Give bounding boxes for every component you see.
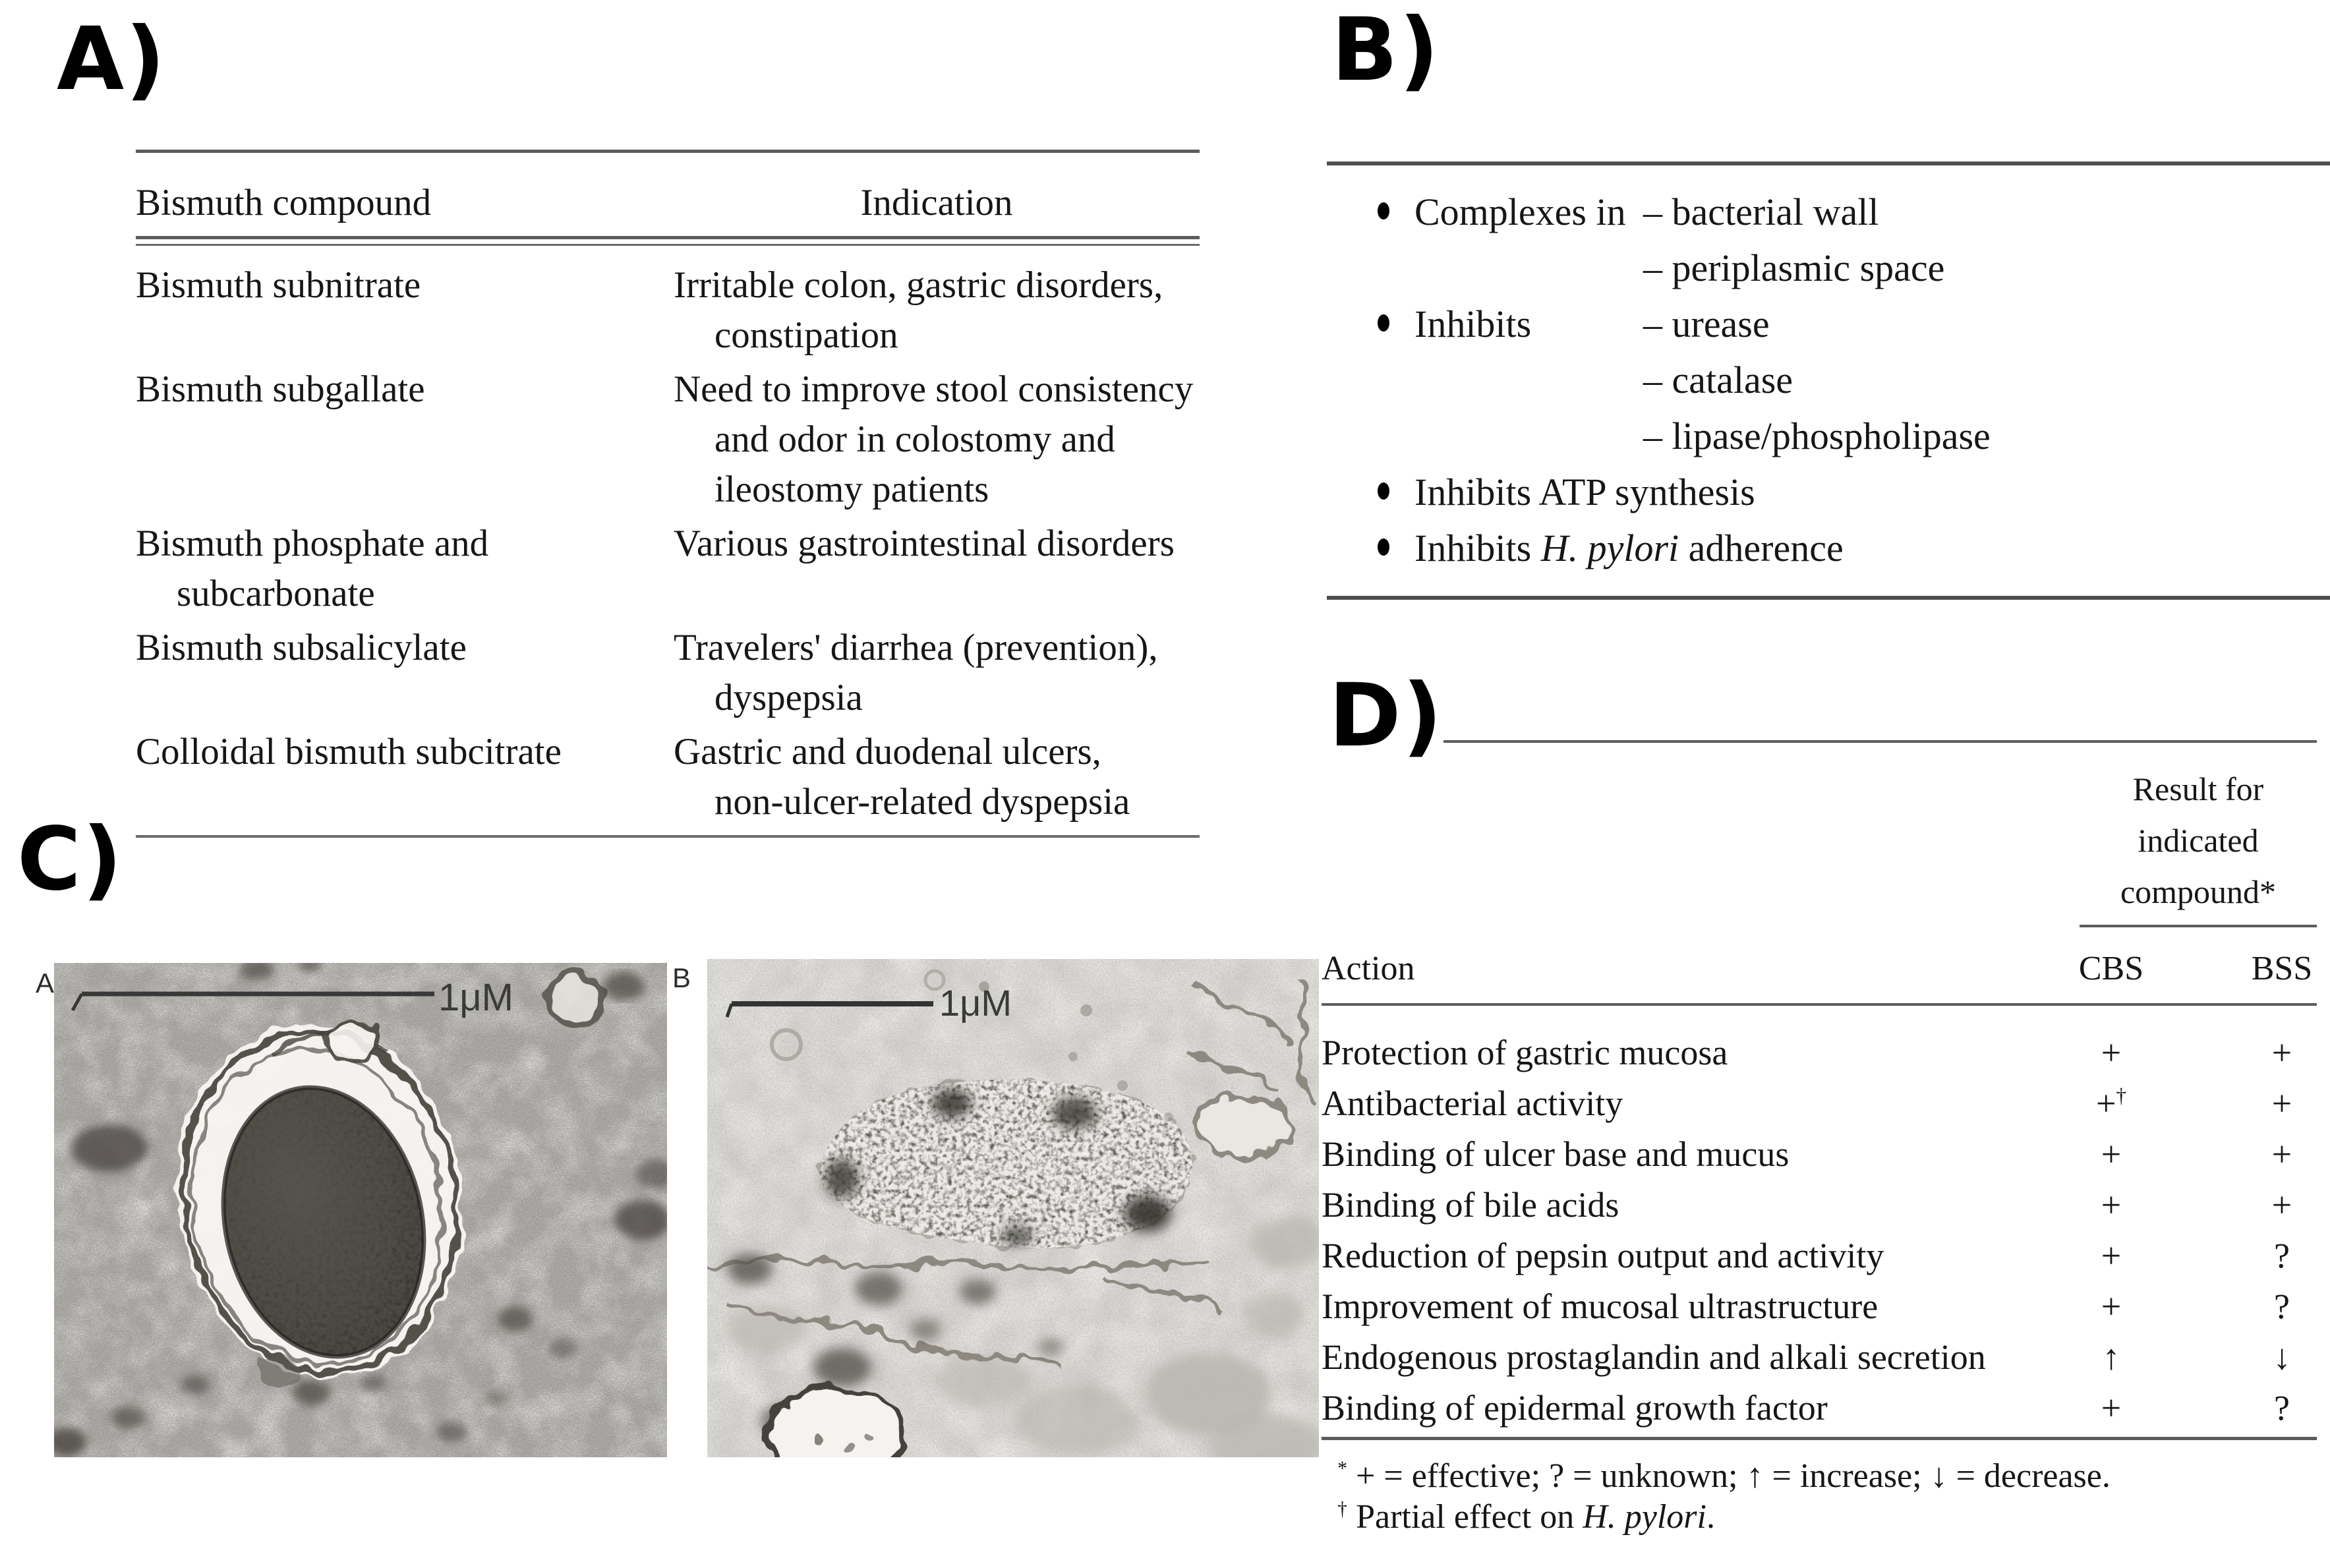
electron-micrograph-b	[707, 959, 1319, 1457]
compound-line: Bismuth subsalicylate	[136, 627, 467, 668]
text-part: + = effective; ? = unknown; ↑ = increase; ↓ = decrease.	[1356, 1457, 2111, 1495]
text-part: Partial effect on	[1356, 1498, 1583, 1536]
bss-value: ?	[2274, 1236, 2290, 1275]
compound-line: subcarbonate	[177, 573, 375, 614]
result-header-line: indicated	[2138, 822, 2259, 859]
indication-line: dyspepsia	[714, 677, 863, 718]
header-rule	[1322, 1003, 2317, 1006]
panel-a-label: A)	[57, 9, 167, 110]
bss-value: ?	[2274, 1388, 2290, 1428]
table-row	[1322, 1028, 2317, 1078]
table-row	[1322, 1129, 2317, 1180]
text-part: adherence	[1679, 527, 1844, 569]
footnote-line	[1337, 1456, 2111, 1497]
mechanism-list-body	[1327, 184, 2330, 576]
indication-line: Need to improve stool consistency	[674, 368, 1194, 410]
column-header-cbs: CBS	[2078, 950, 2144, 987]
indication-cell	[674, 260, 1200, 361]
action-cell: Reduction of pepsin output and activity	[1322, 1236, 1884, 1275]
cbs-value: +	[2101, 1134, 2122, 1174]
table-row	[1322, 1180, 2317, 1231]
indication-line: Various gastrointestinal disorders	[674, 523, 1175, 564]
table-row	[1322, 1078, 2317, 1129]
bismuth-compound-table	[136, 150, 1200, 838]
micrograph-b-label: B	[672, 962, 691, 993]
table-row	[136, 727, 1200, 827]
compound-action-table	[1322, 740, 2317, 1557]
footnote-symbol: *	[1337, 1457, 1348, 1480]
table-row	[1322, 1332, 2317, 1383]
footnotes	[1337, 1456, 2111, 1538]
compound-line: Bismuth subnitrate	[136, 264, 421, 306]
indication-line: non-ulcer-related dyspepsia	[714, 781, 1130, 823]
table-top-rule	[1443, 740, 2317, 743]
bullet-icon	[1378, 482, 1389, 500]
table-row	[1322, 1231, 2317, 1281]
indication-line: Irritable colon, gastric disorders,	[674, 264, 1163, 306]
list-item-detail: – lipase/phospholipase	[1643, 415, 1991, 457]
compound-line: Bismuth phosphate and	[136, 523, 489, 564]
text-part: Inhibits ATP synthesis	[1414, 471, 1755, 513]
compound-cell	[136, 260, 674, 361]
compound-line: Bismuth subgallate	[136, 368, 425, 410]
bullet-icon	[1378, 314, 1389, 332]
panel-c-label: C)	[17, 809, 124, 910]
list-item-text	[1414, 520, 1844, 576]
cbs-value: ↑	[2102, 1337, 2120, 1377]
column-header-indication: Indication	[860, 182, 1013, 223]
footnote-line	[1337, 1497, 2111, 1538]
bss-value: +	[2271, 1033, 2292, 1072]
dagger-mark: †	[2116, 1084, 2127, 1107]
bottom-left-vesicle	[769, 1387, 903, 1457]
scale-bar-a-text: 1μM	[438, 976, 513, 1019]
cbs-value: +†	[2095, 1084, 2127, 1123]
cbs-value: +	[2101, 1388, 2122, 1428]
text-part	[1347, 1498, 1356, 1536]
list-item-label: Complexes in	[1414, 190, 1626, 233]
bss-value: ?	[2274, 1287, 2290, 1326]
scale-bar-b-text: 1μM	[939, 982, 1012, 1024]
action-cell: Binding of ulcer base and mucus	[1322, 1134, 1790, 1174]
micrograph-a-label: A	[36, 968, 55, 999]
action-cell: Endogenous prostaglandin and alkali secretion	[1322, 1337, 1986, 1377]
indication-line: ileostomy patients	[714, 469, 989, 510]
mechanism-list	[1327, 161, 2330, 600]
text-part: .	[1706, 1498, 1715, 1536]
list-item	[1327, 184, 2330, 240]
cbs-value: +	[2101, 1236, 2122, 1275]
column-header-bismuth-compound: Bismuth compound	[136, 182, 432, 223]
table-header-rule	[136, 236, 1200, 246]
panel-b-label: B)	[1331, 0, 1440, 101]
action-cell: Improvement of mucosal ultrastructure	[1322, 1287, 1879, 1326]
indication-cell	[674, 364, 1200, 515]
bss-value: +	[2271, 1185, 2292, 1225]
result-header	[2056, 763, 2330, 917]
indication-line: and odor in colostomy and	[714, 419, 1115, 460]
cbs-value: +	[2101, 1287, 2122, 1326]
compound-cell	[136, 519, 674, 619]
table-row	[136, 260, 1200, 361]
result-header-line: Result for	[2132, 770, 2264, 807]
indication-cell	[674, 519, 1200, 619]
action-cell: Protection of gastric mucosa	[1322, 1033, 1728, 1072]
action-cell: Binding of epidermal growth factor	[1322, 1388, 1828, 1428]
compound-cell	[136, 364, 674, 515]
list-item	[1327, 408, 2330, 464]
result-header-rule	[2080, 925, 2317, 927]
cbs-value: +	[2101, 1185, 2122, 1225]
table-row	[136, 364, 1200, 515]
list-item-detail: – catalase	[1643, 359, 1793, 401]
list-item	[1327, 464, 2330, 520]
list-item	[1327, 240, 2330, 296]
list-item	[1327, 352, 2330, 408]
indication-line: Travelers' diarrhea (prevention),	[674, 627, 1158, 668]
table-body	[1322, 1028, 2317, 1434]
bullet-icon	[1378, 202, 1389, 219]
column-header-bss: BSS	[2251, 950, 2313, 987]
indication-line: Gastric and duodenal ulcers,	[674, 731, 1101, 772]
list-item-detail: – urease	[1643, 303, 1770, 345]
text-part: Inhibits	[1414, 527, 1541, 569]
column-header-action: Action	[1322, 950, 1415, 987]
list-item	[1327, 296, 2330, 352]
bss-value: ↓	[2273, 1337, 2291, 1377]
compound-cell	[136, 727, 674, 827]
indication-cell	[674, 727, 1200, 827]
action-cell: Antibacterial activity	[1322, 1084, 1623, 1123]
result-header-line: compound*	[2120, 873, 2277, 910]
text-part	[1347, 1457, 1356, 1495]
table-row	[136, 623, 1200, 723]
italic-species-name: H. pylori	[1583, 1498, 1706, 1536]
compound-cell	[136, 623, 674, 723]
compound-line: Colloidal bismuth subcitrate	[136, 731, 562, 772]
table-row	[1322, 1383, 2317, 1434]
table-header-row	[136, 179, 1200, 227]
footnote-symbol: †	[1337, 1497, 1348, 1521]
cbs-value: +	[2101, 1033, 2122, 1072]
table-bottom-rule	[136, 835, 1200, 838]
indication-cell	[674, 623, 1200, 723]
list-item-detail: – bacterial wall	[1643, 190, 1879, 233]
list-item-detail: – periplasmic space	[1643, 247, 1945, 289]
table-body	[136, 260, 1200, 827]
column-header-row	[1322, 943, 2317, 994]
bss-value: +	[2271, 1084, 2292, 1123]
list-item-label: Inhibits	[1414, 303, 1532, 345]
italic-species-name: H. pylori	[1540, 527, 1679, 569]
table-bottom-rule	[1322, 1437, 2317, 1440]
action-cell: Binding of bile acids	[1322, 1185, 1619, 1225]
electron-micrograph-a	[54, 963, 667, 1457]
debris-ring	[548, 973, 601, 1026]
table-row	[1322, 1281, 2317, 1332]
table-top-rule	[136, 150, 1200, 153]
table-row	[136, 519, 1200, 619]
panel-d-label: D)	[1329, 665, 1443, 767]
indication-line: constipation	[714, 314, 898, 356]
list-item	[1327, 520, 2330, 576]
bss-value: +	[2271, 1134, 2292, 1174]
bullet-icon	[1378, 538, 1389, 556]
list-item-text	[1414, 464, 1755, 520]
